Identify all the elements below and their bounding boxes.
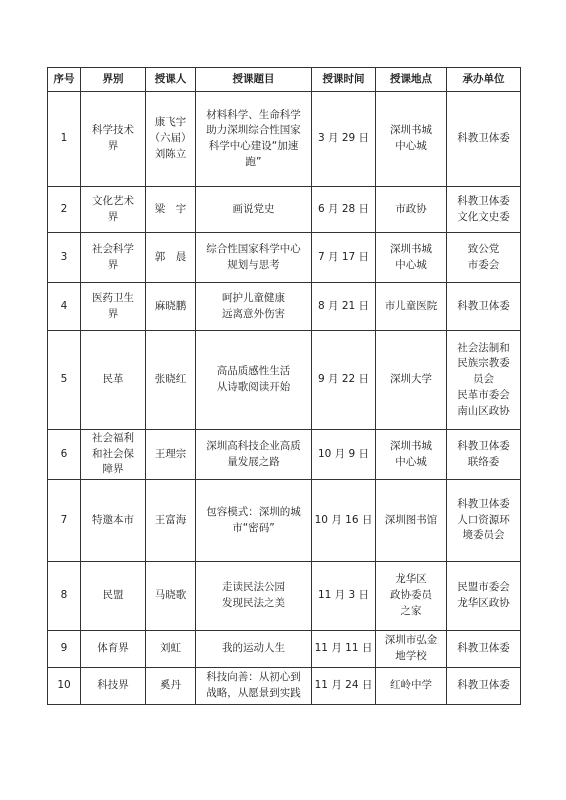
- cell-organizer: 民盟市委会 龙华区政协: [447, 562, 521, 631]
- cell-venue: 市政协: [376, 187, 447, 233]
- cell-number: 10: [48, 668, 81, 705]
- cell-organizer: 社会法制和 民族宗教委 员会 民革市委会 南山区政协: [447, 331, 521, 430]
- cell-organizer: 科教卫体委 联络委: [447, 430, 521, 480]
- cell-number: 2: [48, 187, 81, 233]
- cell-time: 11 月 11 日: [312, 631, 376, 668]
- cell-topic: 科技向善：从初心到 战略，从愿景到实践: [196, 668, 312, 705]
- cell-topic: 综合性国家科学中心 规划与思考: [196, 233, 312, 283]
- cell-topic: 深圳高科技企业高质 量发展之路: [196, 430, 312, 480]
- cell-sector: 文化艺术 界: [81, 187, 146, 233]
- header-lecturer: 授课人: [146, 68, 196, 92]
- cell-time: 10 月 9 日: [312, 430, 376, 480]
- cell-sector: 社会科学 界: [81, 233, 146, 283]
- cell-sector: 民革: [81, 331, 146, 430]
- cell-lecturer: 张晓红: [146, 331, 196, 430]
- cell-time: 11 月 3 日: [312, 562, 376, 631]
- table-row: [48, 631, 521, 668]
- cell-lecturer: 康飞宇 （六届） 刘陈立: [146, 92, 196, 187]
- cell-venue: 深圳图书馆: [376, 480, 447, 562]
- cell-topic: 材料科学、生命科学 助力深圳综合性国家 科学中心建设“加速 跑”: [196, 92, 312, 187]
- cell-number: 9: [48, 631, 81, 668]
- cell-organizer: 科教卫体委: [447, 283, 521, 331]
- cell-time: 10 月 16 日: [312, 480, 376, 562]
- cell-number: 3: [48, 233, 81, 283]
- cell-time: 8 月 21 日: [312, 283, 376, 331]
- header-time: 授课时间: [312, 68, 376, 92]
- cell-number: 8: [48, 562, 81, 631]
- cell-lecturer: 梁 宇: [146, 187, 196, 233]
- cell-topic: 呵护儿童健康 远离意外伤害: [196, 283, 312, 331]
- cell-topic: 我的运动人生: [196, 631, 312, 668]
- cell-number: 6: [48, 430, 81, 480]
- cell-sector: 体育界: [81, 631, 146, 668]
- cell-organizer: 科教卫体委 人口资源环 境委员会: [447, 480, 521, 562]
- cell-topic: 高品质感性生活 从诗歌阅读开始: [196, 331, 312, 430]
- cell-lecturer: 马晓歌: [146, 562, 196, 631]
- cell-organizer: 科教卫体委: [447, 92, 521, 187]
- cell-lecturer: 王理宗: [146, 430, 196, 480]
- table-row: [48, 331, 521, 430]
- cell-organizer: 科教卫体委: [447, 668, 521, 705]
- cell-lecturer: 郭 晨: [146, 233, 196, 283]
- cell-lecturer: 刘虹: [146, 631, 196, 668]
- cell-sector: 医药卫生 界: [81, 283, 146, 331]
- cell-topic: 画说党史: [196, 187, 312, 233]
- cell-venue: 深圳市弘金 地学校: [376, 631, 447, 668]
- cell-time: 3 月 29 日: [312, 92, 376, 187]
- cell-time: 11 月 24 日: [312, 668, 376, 705]
- cell-sector: 特邀本市: [81, 480, 146, 562]
- table-row: [48, 187, 521, 233]
- cell-venue: 红岭中学: [376, 668, 447, 705]
- cell-lecturer: 麻晓鹏: [146, 283, 196, 331]
- header-sector: 界别: [81, 68, 146, 92]
- cell-venue: 深圳书城 中心城: [376, 92, 447, 187]
- cell-topic: 包容模式：深圳的城 市“密码”: [196, 480, 312, 562]
- cell-number: 5: [48, 331, 81, 430]
- table-header-row: [48, 68, 521, 92]
- header-organizer: 承办单位: [447, 68, 521, 92]
- cell-number: 7: [48, 480, 81, 562]
- cell-time: 6 月 28 日: [312, 187, 376, 233]
- cell-number: 1: [48, 92, 81, 187]
- cell-venue: 深圳书城 中心城: [376, 233, 447, 283]
- table-row: [48, 562, 521, 631]
- table-row: [48, 480, 521, 562]
- cell-sector: 科技界: [81, 668, 146, 705]
- cell-sector: 民盟: [81, 562, 146, 631]
- cell-topic: 走读民法公园 发现民法之美: [196, 562, 312, 631]
- cell-number: 4: [48, 283, 81, 331]
- table-row: [48, 92, 521, 187]
- table-row: [48, 668, 521, 705]
- table-row: [48, 430, 521, 480]
- cell-venue: 龙华区 政协委员 之家: [376, 562, 447, 631]
- header-venue: 授课地点: [376, 68, 447, 92]
- cell-sector: 科学技术 界: [81, 92, 146, 187]
- cell-lecturer: 奚丹: [146, 668, 196, 705]
- table-row: [48, 233, 521, 283]
- cell-lecturer: 王富海: [146, 480, 196, 562]
- cell-sector: 社会福利 和社会保 障界: [81, 430, 146, 480]
- cell-venue: 深圳书城 中心城: [376, 430, 447, 480]
- header-number: 序号: [48, 68, 81, 92]
- table-row: [48, 283, 521, 331]
- cell-organizer: 致公党 市委会: [447, 233, 521, 283]
- cell-organizer: 科教卫体委 文化文史委: [447, 187, 521, 233]
- lecture-schedule-table: [47, 67, 521, 705]
- cell-organizer: 科教卫体委: [447, 631, 521, 668]
- cell-time: 9 月 22 日: [312, 331, 376, 430]
- header-topic: 授课题目: [196, 68, 312, 92]
- cell-venue: 市儿童医院: [376, 283, 447, 331]
- cell-venue: 深圳大学: [376, 331, 447, 430]
- cell-time: 7 月 17 日: [312, 233, 376, 283]
